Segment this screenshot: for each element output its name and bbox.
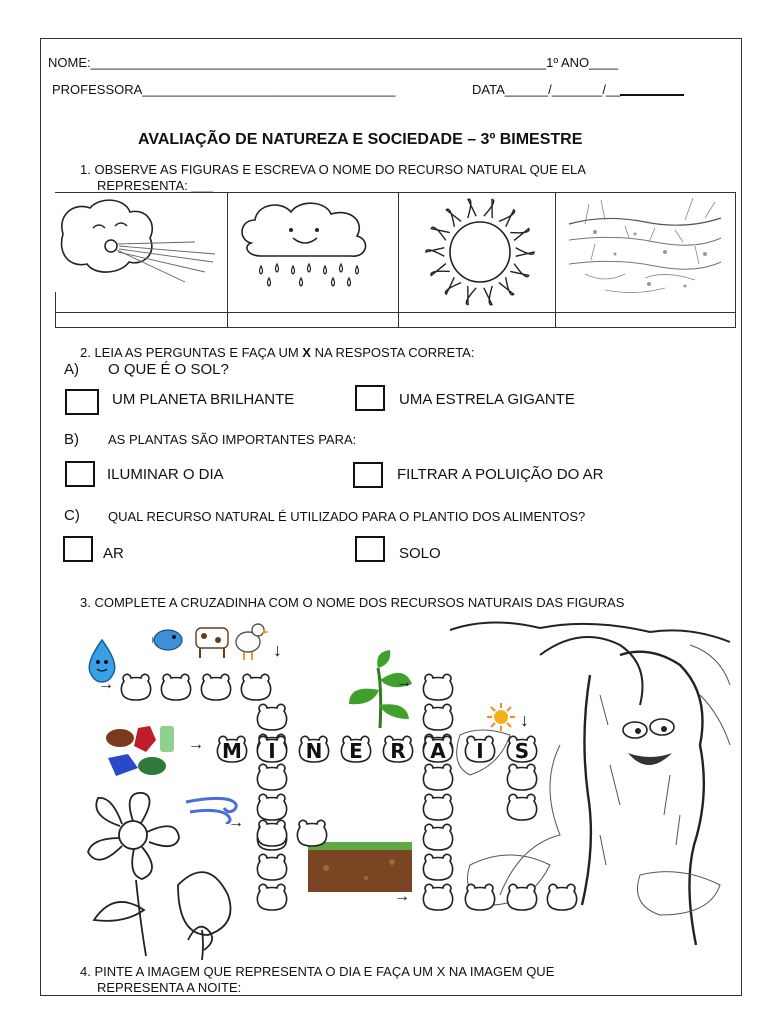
crossword-cell[interactable] (254, 818, 290, 848)
arrow-animais-down: ↓ (273, 640, 282, 660)
crossword-cell[interactable] (420, 822, 456, 852)
crossword-letter: I (476, 739, 484, 763)
arrow-plantas: → (396, 674, 412, 691)
q2c-option-1: AR (103, 545, 124, 562)
table-mid-line (55, 312, 735, 313)
crossword-letter: N (305, 739, 323, 763)
crossword-cell[interactable] (504, 792, 540, 822)
crossword-letter: S (514, 739, 530, 763)
rain-cloud-icon (233, 198, 393, 288)
arrow-sol-down: ↓ (520, 710, 529, 730)
q2-instruction-text: 2. LEIA AS PERGUNTAS E FAÇA UM (80, 345, 303, 360)
q2a-question: O QUE É O SOL? (108, 361, 229, 378)
arrow-agua: → (98, 676, 114, 693)
crossword-cell[interactable] (254, 702, 290, 732)
data-label: DATA______/_______/__ (472, 82, 621, 97)
q2b-question: AS PLANTAS SÃO IMPORTANTES PARA: (108, 432, 357, 447)
crossword-letter: A (430, 739, 446, 763)
flower-illustration (78, 790, 278, 960)
q1-figure-table (55, 192, 735, 328)
table-left-line (55, 292, 56, 328)
q2a-option-1: UM PLANETA BRILHANTE (112, 391, 295, 408)
crossword-cell[interactable] (198, 672, 234, 702)
q2a-option-2: UMA ESTRELA GIGANTE (399, 391, 575, 408)
arrow-ar: → (228, 814, 244, 831)
sun-icon (415, 194, 545, 312)
q2c-label: C) (64, 507, 80, 524)
table-divider-1 (227, 192, 228, 328)
minerals-gems-icon (104, 722, 184, 778)
crossword-cell[interactable] (420, 792, 456, 822)
q2c-option-2: SOLO (399, 545, 441, 562)
crossword-cell[interactable] (420, 762, 456, 792)
q2a-label: A) (64, 361, 79, 378)
crossword-cell[interactable] (238, 672, 274, 702)
crossword-cell[interactable] (254, 762, 290, 792)
crossword-letter: I (268, 739, 276, 763)
q1-instruction-line1: 1. OBSERVE AS FIGURAS E ESCREVA O NOME DO RECURSO NATURAL QUE ELA (80, 162, 586, 177)
page-title: AVALIAÇÃO DE NATUREZA E SOCIEDADE – 3º BIMESTRE (138, 131, 583, 148)
crossword-area (0, 610, 768, 960)
crossword-letter: R (390, 739, 406, 763)
crossword-letter: M (222, 739, 242, 763)
soil-cross-section-icon (565, 194, 725, 302)
q4-instruction-line1: 4. PINTE A IMAGEM QUE REPRESENTA O DIA E FAÇA UM X NA IMAGEM QUE (80, 964, 555, 979)
crossword-cell[interactable] (544, 882, 580, 912)
table-divider-3 (555, 192, 556, 328)
crossword-cell[interactable] (462, 882, 498, 912)
q2-instruction-x: X (302, 345, 311, 360)
crossword-cell[interactable] (254, 882, 290, 912)
crossword-cell[interactable] (294, 818, 330, 848)
crossword-cell[interactable] (420, 672, 456, 702)
crossword-cell[interactable] (420, 852, 456, 882)
q2b-option-2: FILTRAR A POLUIÇÃO DO AR (397, 466, 604, 483)
arrow-solo: → (394, 888, 410, 905)
wind-face-icon (55, 194, 220, 289)
q2b-option-1: ILUMINAR O DIA (107, 466, 224, 483)
animals-icon (152, 618, 272, 664)
data-field[interactable] (472, 82, 684, 97)
crossword-cell[interactable] (420, 702, 456, 732)
q2b-checkbox-2[interactable] (353, 462, 383, 488)
q2b-checkbox-1[interactable] (65, 461, 95, 487)
table-bottom-line (55, 327, 735, 328)
q2-instruction-text-end: NA RESPOSTA CORRETA: (310, 345, 475, 360)
q3-instruction: 3. COMPLETE A CRUZADINHA COM O NOME DOS RECURSOS NATURAIS DAS FIGURAS (80, 595, 625, 610)
nome-field[interactable]: NOME:_______________________________________________________________1º ANO____ (48, 55, 619, 70)
q2-instruction (80, 345, 474, 360)
small-sun-icon (486, 702, 516, 732)
q2b-label: B) (64, 431, 79, 448)
crossword-cell[interactable] (504, 882, 540, 912)
crossword-cell[interactable] (118, 672, 154, 702)
q4-instruction-line2: REPRESENTA A NOITE: (97, 980, 242, 995)
professora-field[interactable]: PROFESSORA___________________________________ (52, 82, 396, 97)
arrow-minerais: → (188, 736, 204, 753)
table-divider-2 (398, 192, 399, 328)
table-right-line (735, 192, 736, 328)
data-year-underline (620, 94, 684, 96)
crossword-cell[interactable] (504, 762, 540, 792)
q2c-question: QUAL RECURSO NATURAL É UTILIZADO PARA O PLANTIO DOS ALIMENTOS? (108, 509, 586, 524)
q2a-checkbox-2[interactable] (355, 385, 385, 411)
q2c-checkbox-2[interactable] (355, 536, 385, 562)
crossword-cell[interactable] (158, 672, 194, 702)
table-top-line (55, 192, 735, 193)
q2a-checkbox-1[interactable] (65, 389, 99, 415)
crossword-cell[interactable] (420, 882, 456, 912)
q2c-checkbox-1[interactable] (63, 536, 93, 562)
q1-instruction-line2: REPRESENTA: ___ (97, 178, 214, 193)
crossword-letter: E (349, 739, 363, 763)
crossword-cell[interactable] (254, 852, 290, 882)
